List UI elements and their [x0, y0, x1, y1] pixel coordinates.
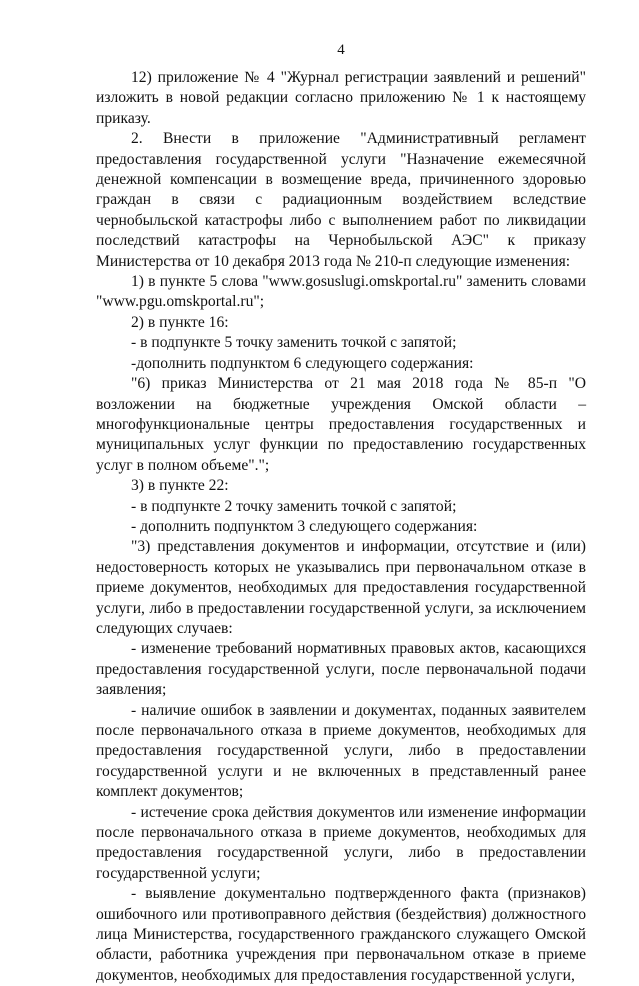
paragraph: - изменение требований нормативных правовых актов, касающихся предоставления государственной услуги, после первоначальной подачи заявления;: [96, 640, 586, 699]
paragraph: 2. Внести в приложение "Административный регламент предоставления государственной услуги "Назначение ежемесячной денежной компенсации в возмещение вреда, причиненного здоровью граждан в связи с радиационным воздействием вследствие чернобыльской катастрофы либо с выполнением работ по ликвидации последствий катастрофы на Чернобыльской АЭС" к приказу Министерства от 10 декабря 2013 года № 210-п следующие изменения:: [96, 130, 586, 270]
paragraph: - дополнить подпунктом 3 следующего содержания:: [131, 517, 478, 535]
paragraph: - в подпункте 2 точку заменить точкой с запятой;: [131, 497, 457, 515]
paragraph: - в подпункте 5 точку заменить точкой с запятой;: [131, 334, 457, 352]
paragraph: - выявление документально подтвержденного факта (признаков) ошибочного или противоправного действия (бездействия) должностного лица Министерства, государственного гражданского служащего Омской области, работника учреждения при первоначальном отказе в приеме документов, необходимых для предоставления государственной услуги,: [96, 885, 586, 984]
paragraph: "3) представления документов и информации, отсутствие и (или) недостоверность которых не указывались при первоначальном отказе в приеме документов, необходимых для предоставления государственной услуги, либо в предоставлении государственной услуги, за исключением следующих случаев:: [96, 538, 586, 637]
paragraph: - наличие ошибок в заявлении и документах, поданных заявителем после первоначального отказа в приеме документов, необходимых для предоставления государственной услуги, либо в предоставлении государственной услуги и не включенных в представленный ранее комплект документов;: [96, 701, 586, 801]
paragraph: 3) в пункте 22:: [131, 477, 229, 495]
paragraph: 1) в пункте 5 слова "www.gosuslugi.omskportal.ru" заменить словами "www.pgu.omskportal.ru";: [96, 273, 586, 311]
paragraph: - истечение срока действия документов или изменение информации после первоначального отказа в приеме документов, необходимых для предоставления государственной услуги, либо в предоставлении государственной услуги;: [96, 803, 586, 882]
paragraph: 12) приложение № 4 "Журнал регистрации заявлений и решений" изложить в новой редакции согласно приложению № 1 к настоящему приказу.: [96, 69, 586, 127]
page-number: 4: [337, 42, 345, 58]
paragraph: -дополнить подпунктом 6 следующего содержания:: [131, 354, 474, 372]
paragraph: "6) приказ Министерства от 21 мая 2018 года № 85-п "О возложении на бюджетные учреждения Омской области – многофункциональные центры предоставления государственных и муниципальных услуг функции по предоставлению государственных услуг в полном объеме".";: [96, 375, 586, 474]
document-body: [96, 68, 586, 986]
paragraph: 2) в пункте 16:: [131, 313, 229, 331]
